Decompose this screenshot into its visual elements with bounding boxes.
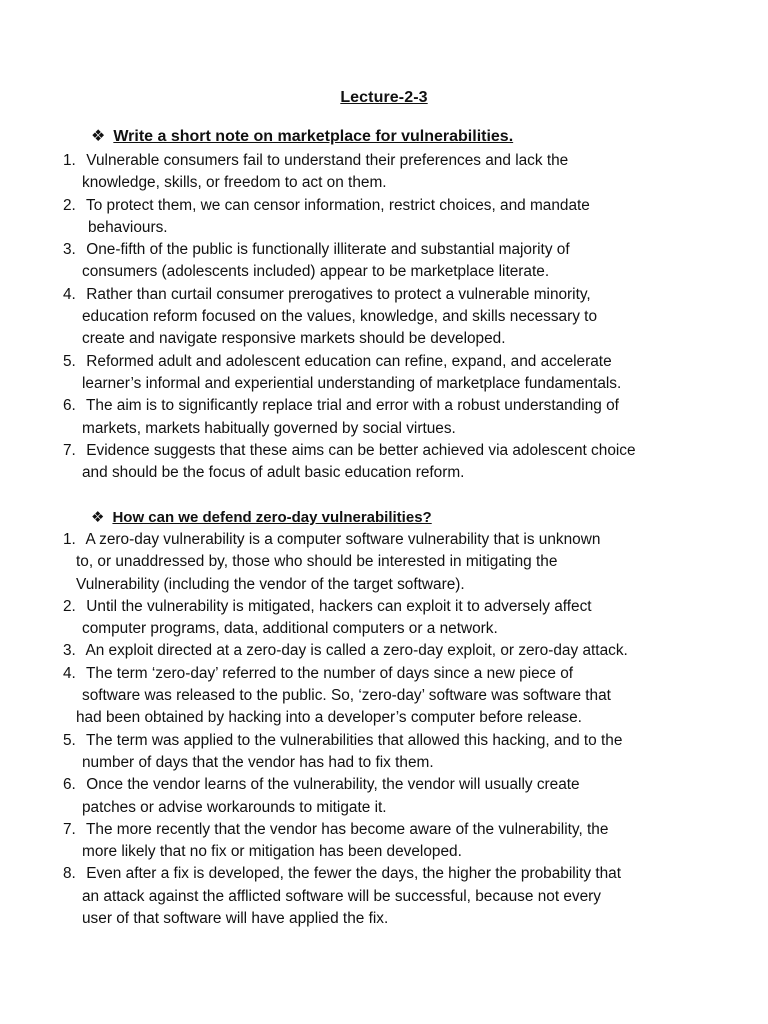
item-text: The term ‘zero-day’ referred to the number of days since a new piece of bbox=[86, 664, 574, 682]
diamond-bullet-icon: ❖ bbox=[91, 509, 105, 526]
list-item bbox=[63, 150, 723, 195]
item-text: patches or advise workarounds to mitigate it. bbox=[82, 798, 387, 816]
item-number: 3. bbox=[63, 642, 76, 660]
item-number: 4. bbox=[63, 664, 76, 682]
item-text: Rather than curtail consumer prerogatives to protect a vulnerable minority, bbox=[86, 285, 591, 303]
item-number: 8. bbox=[63, 865, 76, 883]
item-text: user of that software will have applied the fix. bbox=[82, 910, 389, 928]
item-text: markets, markets habitually governed by social virtues. bbox=[82, 419, 456, 437]
item-text: consumers (adolescents included) appear to be marketplace literate. bbox=[82, 263, 550, 281]
list-item bbox=[63, 395, 723, 440]
item-text: software was released to the public. So, ‘zero-day’ software was software that bbox=[82, 687, 611, 705]
item-number: 4. bbox=[63, 285, 76, 303]
list-item bbox=[63, 239, 723, 284]
list-item bbox=[63, 819, 723, 864]
item-number: 6. bbox=[63, 397, 76, 415]
item-text: The term was applied to the vulnerabilities that allowed this hacking, and to the bbox=[86, 731, 623, 749]
item-text: Once the vendor learns of the vulnerability, the vendor will usually create bbox=[86, 776, 580, 794]
item-text: One-fifth of the public is functionally illiterate and substantial majority of bbox=[86, 241, 570, 259]
item-text: The more recently that the vendor has become aware of the vulnerability, the bbox=[86, 820, 609, 838]
item-number: 1. bbox=[63, 152, 76, 169]
list-item bbox=[63, 284, 723, 351]
section-heading-text: Write a short note on marketplace for vulnerabilities. bbox=[113, 128, 514, 145]
item-text: education reform focused on the values, knowledge, and skills necessary to bbox=[82, 308, 598, 326]
list-item bbox=[63, 774, 723, 819]
section-heading-zero-day bbox=[91, 508, 432, 526]
list-item bbox=[63, 529, 723, 596]
marketplace-list bbox=[63, 150, 723, 484]
item-text: number of days that the vendor has had to fix them. bbox=[82, 753, 434, 771]
item-number: 6. bbox=[63, 776, 76, 794]
item-number: 3. bbox=[63, 241, 76, 259]
list-item bbox=[63, 730, 723, 775]
item-text: knowledge, skills, or freedom to act on them. bbox=[82, 174, 387, 192]
item-number: 7. bbox=[63, 441, 76, 459]
item-text: Vulnerable consumers fail to understand their preferences and lack the bbox=[86, 152, 569, 169]
list-item bbox=[63, 596, 723, 641]
diamond-bullet-icon: ❖ bbox=[91, 128, 106, 145]
list-item bbox=[63, 663, 723, 730]
zero-day-list bbox=[63, 529, 723, 930]
item-text: Reformed adult and adolescent education can refine, expand, and accelerate bbox=[86, 352, 612, 370]
item-number: 2. bbox=[63, 597, 76, 615]
item-text: create and navigate responsive markets should be developed. bbox=[82, 330, 506, 348]
item-text: computer programs, data, additional computers or a network. bbox=[82, 620, 498, 638]
item-text: more likely that no fix or mitigation has been developed. bbox=[82, 843, 462, 861]
list-item bbox=[63, 440, 723, 485]
list-item bbox=[63, 195, 723, 240]
item-text: The aim is to significantly replace trial and error with a robust understanding of bbox=[86, 397, 619, 415]
item-text: behaviours. bbox=[88, 218, 168, 236]
item-text: an attack against the afflicted software will be successful, because not every bbox=[82, 887, 602, 905]
item-text: Until the vulnerability is mitigated, hackers can exploit it to adversely affect bbox=[86, 597, 592, 615]
item-number: 5. bbox=[63, 731, 76, 749]
item-text: Even after a fix is developed, the fewer the days, the higher the probability that bbox=[86, 865, 622, 883]
item-text: To protect them, we can censor information, restrict choices, and mandate bbox=[86, 196, 590, 214]
section-heading-text: How can we defend zero-day vulnerabilities? bbox=[112, 509, 432, 526]
item-text: A zero-day vulnerability is a computer software vulnerability that is unknown bbox=[85, 531, 601, 548]
item-number: 2. bbox=[63, 196, 76, 214]
item-text: An exploit directed at a zero-day is called a zero-day exploit, or zero-day attack. bbox=[85, 642, 628, 660]
item-number: 7. bbox=[63, 820, 76, 838]
item-text: Evidence suggests that these aims can be better achieved via adolescent choice bbox=[86, 441, 636, 459]
item-number: 5. bbox=[63, 352, 76, 370]
item-text: Vulnerability (including the vendor of the target software). bbox=[76, 575, 465, 593]
item-text: learner’s informal and experiential understanding of marketplace fundamentals. bbox=[82, 374, 622, 392]
list-item bbox=[63, 863, 723, 930]
page-title: Lecture-2-3 bbox=[340, 89, 428, 106]
list-item bbox=[63, 640, 723, 662]
item-text: had been obtained by hacking into a developer’s computer before release. bbox=[76, 709, 582, 727]
item-number: 1. bbox=[63, 531, 76, 548]
item-text: and should be the focus of adult basic education reform. bbox=[82, 464, 465, 482]
list-item bbox=[63, 351, 723, 396]
item-text: to, or unaddressed by, those who should be interested in mitigating the bbox=[76, 553, 558, 571]
section-heading-marketplace bbox=[91, 126, 513, 146]
